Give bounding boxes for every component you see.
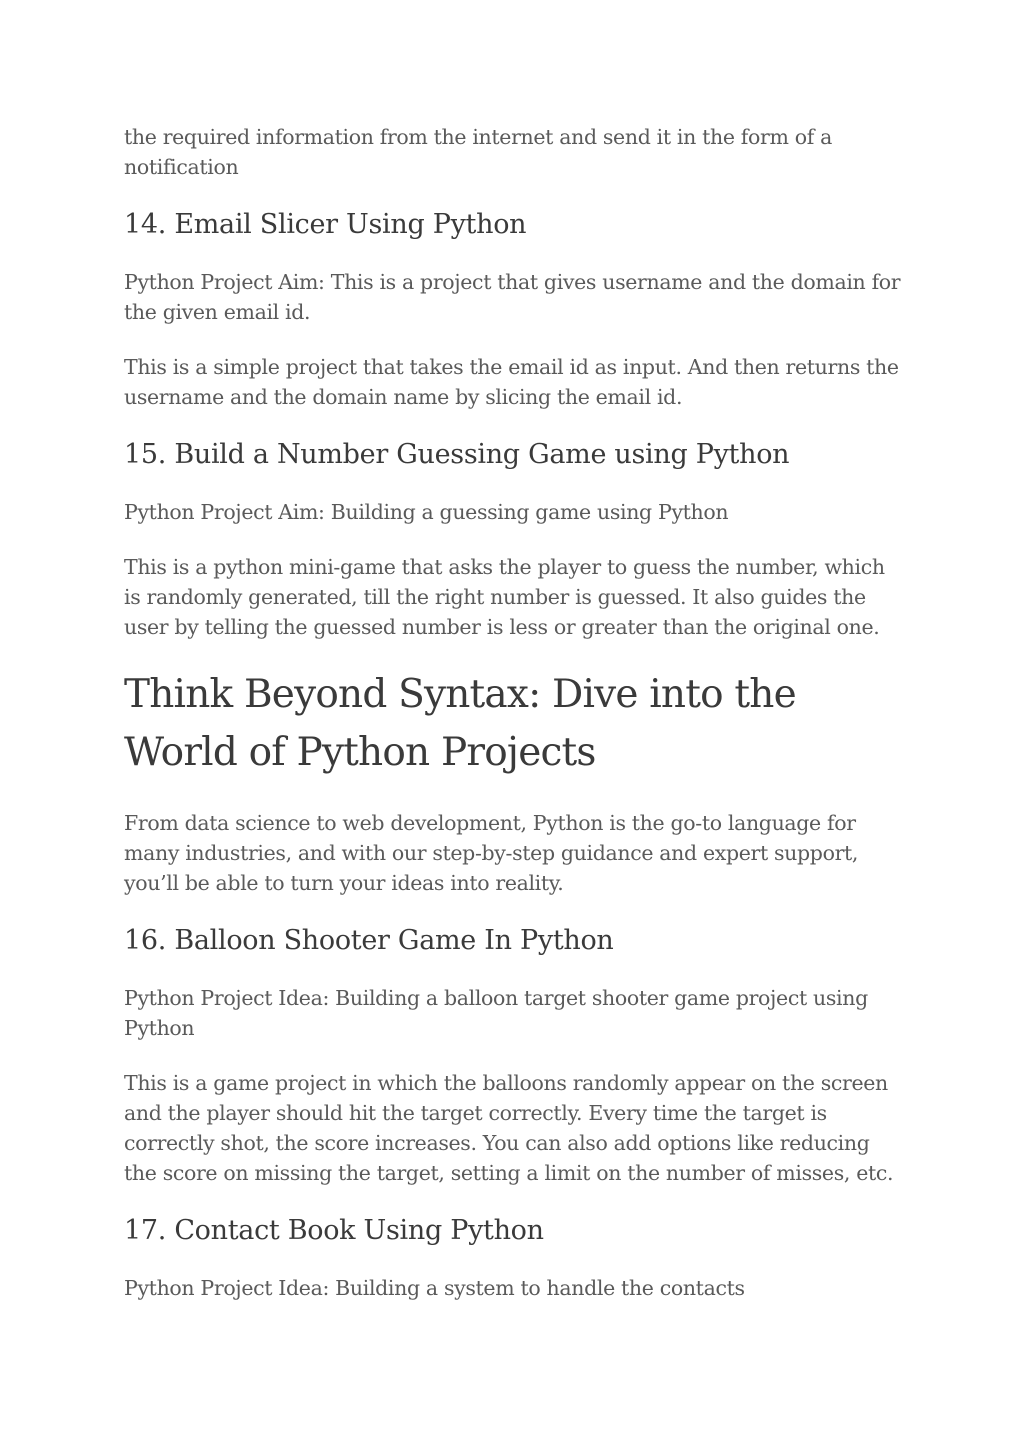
section-17-heading: 17. Contact Book Using Python	[124, 1215, 544, 1246]
section-16-idea: Python Project Idea: Building a balloon target shooter game project using Python	[124, 986, 868, 1040]
document-page	[124, 122, 904, 1303]
section-15-description: This is a python mini-game that asks the player to guess the number, which is randomly generated, till the right number is guessed. It also guides the user by telling the guessed number is less or greater than the original one.	[124, 555, 885, 639]
section-17-idea: Python Project Idea: Building a system to handle the contacts	[124, 1276, 745, 1300]
section-16-heading: 16. Balloon Shooter Game In Python	[124, 925, 614, 956]
section-14-heading: 14. Email Slicer Using Python	[124, 209, 527, 240]
section-15-heading: 15. Build a Number Guessing Game using Python	[124, 439, 790, 470]
intro-paragraph: the required information from the internet and send it in the form of a notification	[124, 125, 833, 179]
section-16-description: This is a game project in which the balloons randomly appear on the screen and the player should hit the target correctly. Every time the target is correctly shot, the score increases. You can also add options like reducing the score on missing the target, setting a limit on the number of misses, etc.	[124, 1071, 894, 1185]
promo-body: From data science to web development, Python is the go-to language for many industries, and with our step-by-step guidance and expert support, you’ll be able to turn your ideas into reality.	[124, 811, 859, 895]
promo-heading: Think Beyond Syntax: Dive into the World of Python Projects	[124, 672, 796, 775]
section-14-aim: Python Project Aim: This is a project that gives username and the domain for the given email id.	[124, 270, 901, 324]
section-14-description: This is a simple project that takes the email id as input. And then returns the username and the domain name by slicing the email id.	[124, 355, 899, 409]
section-15-aim: Python Project Aim: Building a guessing game using Python	[124, 500, 729, 524]
